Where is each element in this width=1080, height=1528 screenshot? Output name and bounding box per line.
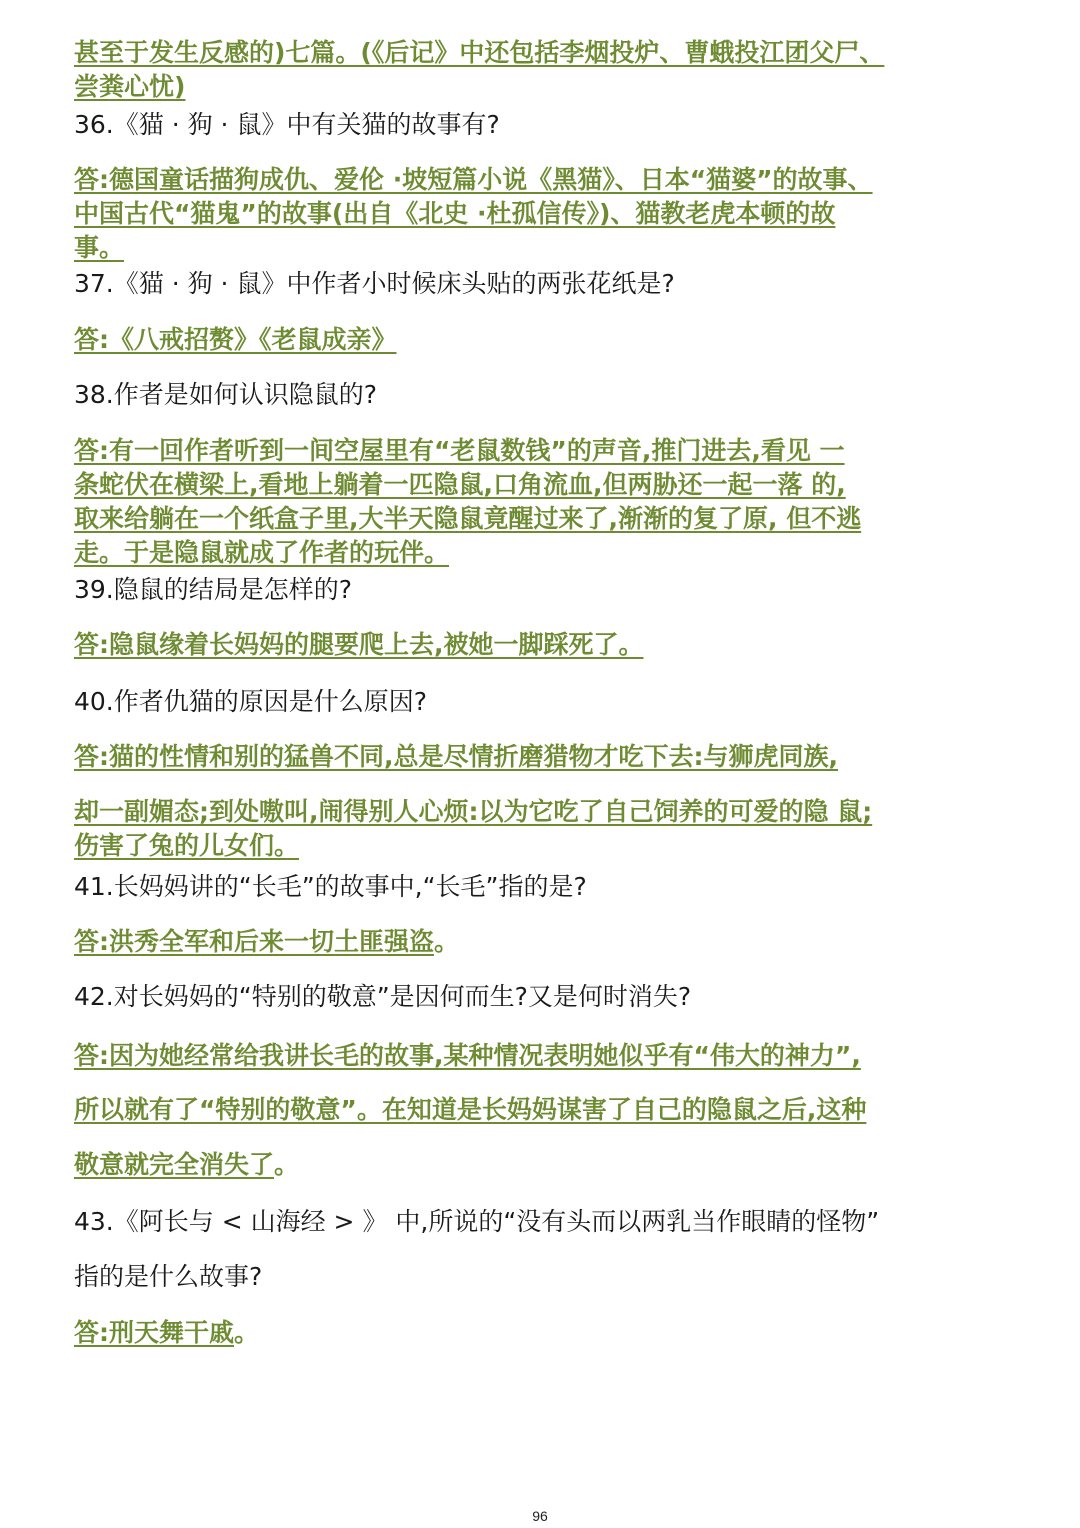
answer-line-end-punctuation: 。 <box>274 1150 300 1179</box>
question-line: 39.隐鼠的结局是怎样的? <box>74 575 353 604</box>
question-line: 37.《猫 · 狗 · 鼠》中作者小时候床头贴的两张花纸是? <box>74 269 675 298</box>
answer-line: 走。于是隐鼠就成了作者的玩伴。 <box>74 538 450 567</box>
question-line: 41.长妈妈讲的“长毛”的故事中,“长毛”指的是? <box>74 872 587 901</box>
answer-line: 甚至于发生反感的)七篇。(《后记》中还包括李烟投炉、曹蛾投江团父尸、 <box>74 38 885 67</box>
question-line: 43.《阿长与 < 山海经 > 》 中,所说的“没有头而以两乳当作眼睛的怪物” <box>74 1207 880 1236</box>
question-line: 40.作者仇猫的原因是什么原因? <box>74 687 428 716</box>
answer-line: 答:洪秀全军和后来一切土匪强盗。 <box>74 925 459 959</box>
answer-line: 中国古代“猫鬼”的故事(出自《北史 ·杜孤信传》)、猫教老虎本顿的故 <box>74 199 836 228</box>
answer-line: 答:刑天舞干戚。 <box>74 1316 259 1350</box>
question-line: 指的是什么故事? <box>74 1262 263 1291</box>
answer-line: 条蛇伏在横梁上,看地上躺着一匹隐鼠,口角流血,但两胁还一起一落 的, <box>74 470 846 499</box>
answer-line: 事。 <box>74 233 125 262</box>
question-line: 42.对长妈妈的“特别的敬意”是因何而生?又是何时消失? <box>74 982 692 1011</box>
answer-line: 答:德国童话描狗成仇、爱伦 ·坡短篇小说《黑猫》、日本“猫婆”的故事、 <box>74 165 873 194</box>
page-number: 96 <box>532 1508 548 1524</box>
answer-line: 取来给躺在一个纸盒子里,大半天隐鼠竟醒过来了,渐渐的复了原, 但不逃 <box>74 504 862 533</box>
answer-line-end-punctuation: 。 <box>234 1318 260 1347</box>
answer-line: 答:猫的性情和别的猛兽不同,总是尽情折磨猎物才吃下去:与狮虎同族, <box>74 742 838 771</box>
answer-line: 所以就有了“特别的敬意”。在知道是长妈妈谋害了自己的隐鼠之后,这种 <box>74 1095 867 1124</box>
question-line: 36.《猫 · 狗 · 鼠》中有关猫的故事有? <box>74 110 500 139</box>
answer-line: 答:因为她经常给我讲长毛的故事,某种情况表明她似乎有“伟大的神力”, <box>74 1041 861 1070</box>
answer-line: 答:有一回作者听到一间空屋里有“老鼠数钱”的声音,推门进去,看见 一 <box>74 436 845 465</box>
answer-line: 尝粪心忧) <box>74 72 186 101</box>
answer-line: 却一副媚态;到处嗷叫,闹得别人心烦:以为它吃了自己饲养的可爱的隐 鼠; <box>74 797 873 826</box>
answer-line: 伤害了兔的儿女们。 <box>74 831 300 860</box>
question-line: 38.作者是如何认识隐鼠的? <box>74 380 378 409</box>
answer-line: 答:《八戒招赘》《老鼠成亲》 <box>74 325 397 354</box>
answer-line: 答:隐鼠缘着长妈妈的腿要爬上去,被她一脚踩死了。 <box>74 630 644 659</box>
answer-line-end-punctuation: 。 <box>434 927 460 956</box>
answer-line: 敬意就完全消失了。 <box>74 1148 299 1182</box>
